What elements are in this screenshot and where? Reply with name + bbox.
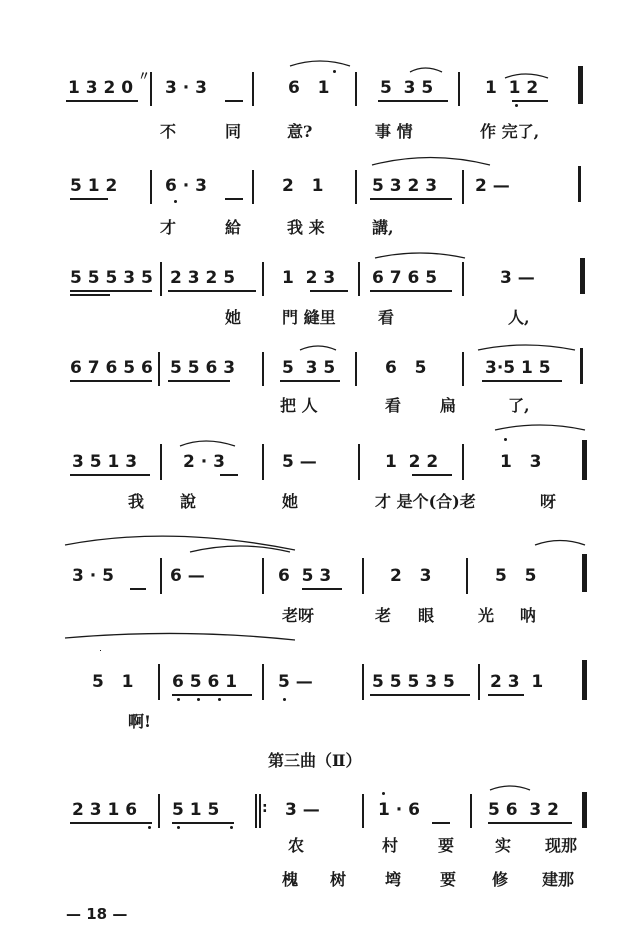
note-group: 5 6 3 2 [488,800,559,820]
barline [358,262,360,296]
lyric: 同 [225,122,242,141]
underline [302,588,342,590]
barline [262,558,264,594]
underline [370,198,452,200]
lyric: 光 [478,606,495,625]
barline [160,558,162,594]
octave-dot [333,70,336,73]
note-group: 6 5 3 [278,566,332,586]
lyric: 塆 [385,870,402,889]
underline [70,822,152,824]
barline [355,170,357,204]
octave-dot [230,826,233,829]
lyric: 眼 [418,606,435,625]
end-barline [580,348,583,384]
note-group: 5 5 5 3 5 [70,268,153,288]
barline [466,558,468,594]
barline [160,262,162,296]
underline [378,100,448,102]
repeat-sign: : [262,800,268,816]
barline [462,170,464,204]
note-group: 5 3 2 3 [372,176,438,196]
underline [172,822,234,824]
page-number: — 18 — [66,905,128,923]
section-title: 第三曲（Ⅱ） [268,751,362,770]
lyric: 我 [128,492,145,511]
barline [362,794,364,828]
end-barline [582,440,587,480]
barline [262,444,264,480]
octave-dot [504,438,507,441]
lyric: 农 [288,836,305,855]
note-group: 1 2 3 [282,268,336,288]
octave-dot [174,200,177,203]
note-group: 2 · 3 [183,452,225,472]
underline [370,290,452,292]
note-group: 1 · 6 [378,800,420,820]
slur [65,536,295,550]
octave-dot [177,826,180,829]
lyric: 事 情 [375,122,413,141]
barline [362,664,364,700]
underline [70,294,110,296]
note-group: 6 — [170,566,205,586]
note-group: 5 3 5 [380,78,434,98]
note-group: 6 5 [385,358,427,378]
underline [70,380,152,382]
note-group: 6 5 6 1 [172,672,238,692]
slur [190,546,290,552]
barline [355,352,357,386]
barline [262,352,264,386]
note-group: 5 — [278,672,313,692]
slur [535,541,585,546]
octave-dot [148,826,151,829]
note-group: 5 1 [92,672,134,692]
note-group: 3 · 3 [165,78,207,98]
lyric: 实 [495,836,512,855]
barline [358,444,360,480]
slur [372,158,490,166]
lyric: 說 [180,492,197,511]
underline [168,290,256,292]
lyric: 老 [375,606,392,625]
slur [375,253,465,258]
note-group: 3 5 1 3 [72,452,138,472]
lyric: 把 人 [280,396,318,415]
octave-dot [515,104,518,107]
lyric: 呀 [540,492,557,511]
lyric: 門 縫里 [282,308,336,327]
barline [478,664,480,700]
slur [490,786,530,790]
lyric: 看 [378,308,395,327]
underline [130,588,146,590]
barline [160,444,162,480]
note-group: 5 1 5 [172,800,220,820]
slur [478,345,575,350]
lyric: 人, [508,308,530,327]
note-group: 2 1 [282,176,324,196]
tie-start [100,650,101,651]
note-group: 6 7 6 5 [372,268,438,288]
note-group: 5 — [282,452,317,472]
lyric: 作 完了, [480,122,540,141]
lyric: 才 [160,218,177,237]
lyric: 老呀 [282,606,315,625]
barline [158,352,160,386]
underline [168,380,230,382]
barline [458,72,460,106]
barline [262,664,264,700]
note-group: 1 1 2 [485,78,539,98]
slur [180,441,235,446]
lyric: 建那 [542,870,575,889]
note-group: 3 — [500,268,535,288]
lyric: 她 [225,308,242,327]
barline [362,558,364,594]
underline [370,694,470,696]
note-group: 2 3 2 5 [170,268,236,288]
note-group: 2 3 1 [490,672,544,692]
octave-dot [382,792,385,795]
barline [262,262,264,296]
note-group: 2 — [475,176,510,196]
end-barline [582,660,587,700]
lyric: 现那 [545,836,578,855]
barline [355,72,357,106]
slur [300,346,336,350]
barline [470,794,472,828]
lyric: 啊! [128,712,152,731]
underline [310,290,348,292]
lyric: 才 是个(合)老 [375,492,476,511]
underline [70,198,108,200]
slur [495,425,585,430]
lyric: 不 [160,122,177,141]
underline [70,474,150,476]
barline [150,170,152,204]
note-group: 1 3 2 0 [68,78,134,98]
lyric: 意? [287,122,313,141]
slur [410,68,442,72]
underline [512,100,548,102]
barline [150,72,152,106]
end-barline [580,258,585,294]
octave-dot [218,698,221,701]
underline [70,290,152,292]
note-group: 2 3 [390,566,432,586]
note-group: 5 3 5 [282,358,336,378]
lyric: 树 [330,870,347,889]
underline [482,380,562,382]
end-barline [578,166,581,202]
lyric: 我 来 [287,218,325,237]
slur [65,633,295,640]
underline [488,694,524,696]
note-group: 5 5 5 3 5 [372,672,455,692]
note-group: 1 2 2 [385,452,439,472]
note-group: 3 · 5 [72,566,114,586]
note-group: 3·5 1 5 [485,358,551,378]
barline [462,444,464,480]
barline [158,794,160,828]
end-barline [582,792,587,828]
lyric: 村 [382,836,399,855]
note-group: 6 · 3 [165,176,207,196]
lyric: 要 [440,870,457,889]
barline [255,794,257,828]
lyric: 給 [225,218,242,237]
lyric: 看 [385,396,402,415]
barline [252,170,254,204]
underline [172,694,252,696]
octave-dot [283,698,286,701]
lyric: 槐 [282,870,299,889]
underline [432,822,450,824]
note-group: 5 5 6 3 [170,358,236,378]
underline [66,100,138,102]
end-barline [578,66,583,104]
lyric: 了, [508,396,530,415]
underline [225,198,243,200]
lyric: 要 [438,836,455,855]
barline [252,72,254,106]
note-group: 6 7 6 5 6 [70,358,153,378]
note-group: 6 1 [288,78,330,98]
lyric: 呐 [520,606,537,625]
lyric: 扁 [440,396,457,415]
octave-dot [197,698,200,701]
note-group: 1 3 [500,452,542,472]
barline [259,794,261,828]
lyric: 她 [282,492,299,511]
note-group: 5 5 [495,566,537,586]
underline [412,474,452,476]
note-group: 5 1 2 [70,176,118,196]
underline [280,380,340,382]
lyric: 講, [372,218,394,237]
breath-mark: 〃 [138,69,151,83]
barline [462,262,464,296]
underline [220,474,238,476]
end-barline [582,554,587,592]
underline [488,822,572,824]
octave-dot [177,698,180,701]
slur [290,61,350,66]
barline [462,352,464,386]
barline [158,664,160,700]
note-group: 2 3 1 6 [72,800,138,820]
lyric: 修 [492,870,509,889]
note-group: 3 — [285,800,320,820]
underline [225,100,243,102]
